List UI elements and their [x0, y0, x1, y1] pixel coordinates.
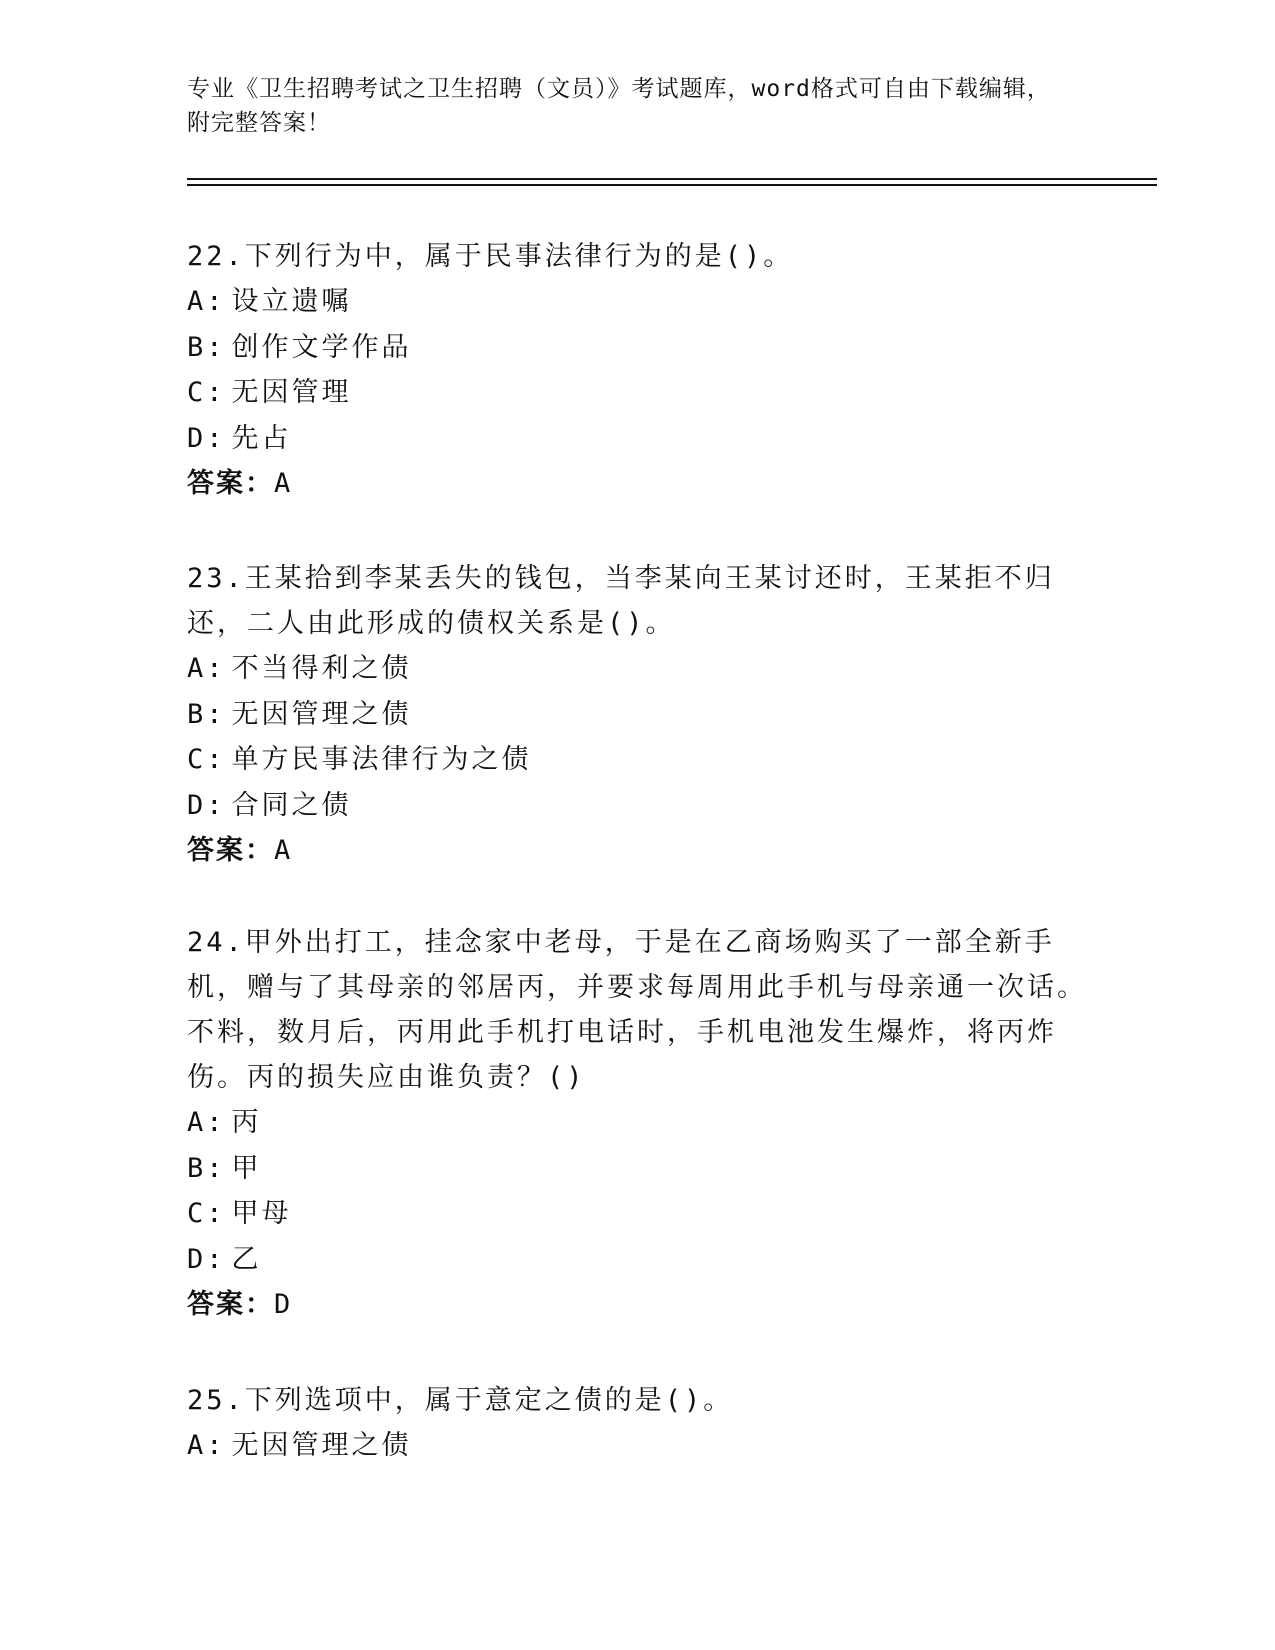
header-divider-bottom: [187, 184, 1157, 186]
question-25: [187, 1378, 1087, 1469]
question-24: [187, 920, 1087, 1328]
option-c: [187, 370, 1087, 416]
answer-line: [187, 828, 1087, 874]
answer-line: [187, 1282, 1087, 1328]
question-23: [187, 556, 1087, 874]
option-text: 乙: [231, 1243, 262, 1275]
option-label: D:: [187, 1243, 226, 1275]
option-label: A:: [187, 1430, 226, 1461]
option-label: D:: [187, 789, 226, 821]
question-stem: 24.甲外出打工，挂念家中老母，于是在乙商场购买了一部全新手机，赠与了其母亲的邻居丙，并要求每周用此手机与母亲通一次话。不料，数月后，丙用此手机打电话时，手机电池发生爆炸，将丙炸伤。丙的损失应由谁负责？(): [187, 927, 1087, 1093]
option-a: [187, 279, 1087, 325]
option-a: [187, 1423, 1087, 1469]
answer-value: A: [274, 468, 291, 499]
answer-value: D: [274, 1289, 291, 1320]
option-a: [187, 646, 1087, 692]
question-stem: 22.下列行为中，属于民事法律行为的是()。: [187, 241, 794, 272]
document-header: 专业《卫生招聘考试之卫生招聘（文员）》考试题库，word格式可自由下载编辑，附完整答案！: [187, 76, 1051, 136]
option-text: 无因管理之债: [231, 698, 412, 730]
option-text: 丙: [231, 1107, 262, 1138]
question-stem: 25.下列选项中，属于意定之债的是()。: [187, 1385, 734, 1416]
option-label: C:: [187, 744, 226, 775]
answer-line: [187, 461, 1087, 507]
option-text: 甲母: [231, 1198, 292, 1229]
option-label: C:: [187, 1198, 226, 1229]
answer-label: 答案：: [187, 1289, 274, 1320]
option-label: D:: [187, 422, 226, 454]
option-d: [187, 416, 1087, 462]
question-22: [187, 234, 1087, 507]
option-b: [187, 692, 1087, 738]
option-c: [187, 737, 1087, 783]
option-d: [187, 1237, 1087, 1283]
option-b: [187, 1146, 1087, 1192]
option-label: C:: [187, 377, 226, 408]
option-text: 单方民事法律行为之债: [231, 744, 532, 775]
option-d: [187, 783, 1087, 829]
answer-value: A: [274, 835, 291, 866]
option-text: 无因管理之债: [231, 1430, 412, 1461]
question-stem: 23.王某拾到李某丢失的钱包，当李某向王某讨还时，王某拒不归还，二人由此形成的债权关系是()。: [187, 563, 1055, 639]
answer-label: 答案：: [187, 468, 274, 499]
option-c: [187, 1191, 1087, 1237]
option-label: A:: [187, 1107, 226, 1138]
option-text: 无因管理: [231, 377, 352, 408]
option-text: 设立遗嘱: [231, 286, 352, 317]
option-b: [187, 325, 1087, 371]
option-text: 先占: [231, 422, 292, 454]
option-label: B:: [187, 698, 226, 730]
header-divider-top: [187, 178, 1157, 180]
option-label: A:: [187, 653, 226, 684]
option-a: [187, 1100, 1087, 1146]
option-label: B:: [187, 331, 226, 363]
option-label: B:: [187, 1152, 226, 1184]
option-label: A:: [187, 286, 226, 317]
option-text: 不当得利之债: [231, 653, 412, 684]
answer-label: 答案：: [187, 835, 274, 866]
option-text: 合同之债: [231, 789, 352, 821]
option-text: 甲: [231, 1152, 262, 1184]
option-text: 创作文学作品: [231, 331, 412, 363]
